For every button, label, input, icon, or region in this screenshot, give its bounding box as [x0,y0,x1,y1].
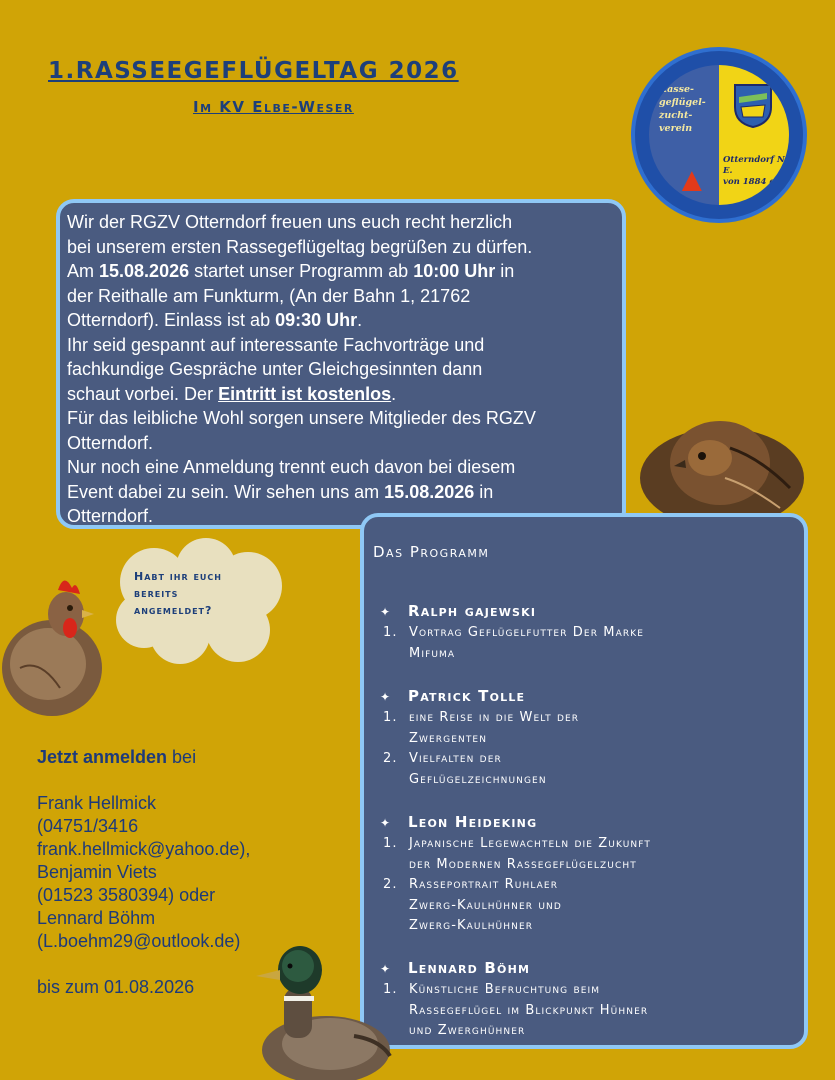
star-bullet-icon: ✦ [380,605,392,619]
star-bullet-icon: ✦ [380,816,392,830]
logo-text-right: Otterndorf N. E. von 1884 e. V. [723,155,789,187]
contact-line: Frank Hellmick [37,793,157,813]
star-bullet-icon: ✦ [380,690,392,704]
talk-item: 1. Künstliche Befruchtung beim Rassegeflügel im Blickpunkt Hühner und Zwerghühner [383,982,649,1038]
registration-deadline: bis zum 01.08.2026 [37,977,195,997]
event-date-repeat: 15.08.2026 [384,481,475,502]
club-logo [631,47,807,223]
duck-image [254,940,394,1080]
contact-line: (01523 3580394) oder [37,885,216,905]
talk-item: 1. eine Reise in die Welt der Zwergenten [383,710,580,746]
contact-line: Lennard Böhm [37,908,156,928]
speaker-name: ✦ Patrick Tolle [380,687,526,705]
program-heading: Das Programm [373,543,490,561]
contact-email: (L.boehm29@outlook.de) [37,931,241,951]
hen-image [0,568,104,720]
speaker-name: ✦ Ralph gajewski [380,602,537,620]
talk-item: 1. Vortrag Geflügelfutter Der Marke Mifuma [383,625,645,661]
talk-item: 2. Vielfalten der Geflügelzeichnungen [383,751,547,787]
free-entry-text: Eintritt ist kostenlos [218,383,392,404]
contact-line: (04751/3416 [37,816,139,836]
quail-image [630,408,806,518]
cloud-question: Habt ihr euch bereits angemeldet? [134,570,222,617]
page-title: 1.RASSEEGEFLÜGELTAG 2026 [48,58,459,84]
intro-text: Wir der RGZV Otterndorf freuen uns euch recht herzlich bei unserem ersten Rassegeflügeltag begrüßen zu dürfen. Am 15.08.2026 startet unser Programm ab 10:00 Uhr in der Reithalle am Funkturm, (An der Bahn 1, 21762 Otterndorf). Einlass ist ab 09:30 Uhr. Ihr seid gespannt auf interessante Fachvorträge und fachkundige Gespräche unter Gleichgesinnten dann schaut vorbei. Der Eintritt ist kostenlos. Für das leibliche Wohl sorgen unsere Mitglieder des RGZV Otterndorf. Nur noch eine Anmeldung trennt euch davon bei diesem Event dabei zu sein. Wir sehen uns am 15.08.2026 in Otterndorf. [67,212,536,526]
contact-email: frank.hellmick@yahoo.de), [37,839,251,859]
registration-info: Jetzt anmelden bei Frank Hellmick (04751/3416 frank.hellmick@yahoo.de), Benjamin Viets (01523 3580394) oder Lennard Böhm (L.boehm29@outlook.de) bis zum 01.08.2026 [37,746,337,999]
logo-text-left: Rasse- geflügel- zucht- verein [659,84,706,134]
event-date: 15.08.2026 [99,261,190,281]
page-subtitle: Im KV Elbe-Weser [193,98,354,116]
contact-line: Benjamin Viets [37,862,157,882]
entry-time: 09:30 Uhr [275,310,358,330]
coat-of-arms-icon [733,83,773,129]
talk-item: 2. Rasseportrait Ruhlaer Zwerg-Kaulhühner und Zwerg-Kaulhühner [383,877,562,933]
speaker-name: ✦ Leon Heideking [380,813,538,831]
register-heading: Jetzt anmelden [37,747,168,767]
start-time: 10:00 Uhr [413,261,496,281]
star-bullet-icon: ✦ [380,962,392,976]
rooster-icon: ▲ [675,161,709,199]
speaker-name: ✦ Lennard Böhm [380,959,531,977]
talk-item: 1. Japanische Legewachteln die Zukunft der Modernen Rassegeflügelzucht [383,836,651,872]
